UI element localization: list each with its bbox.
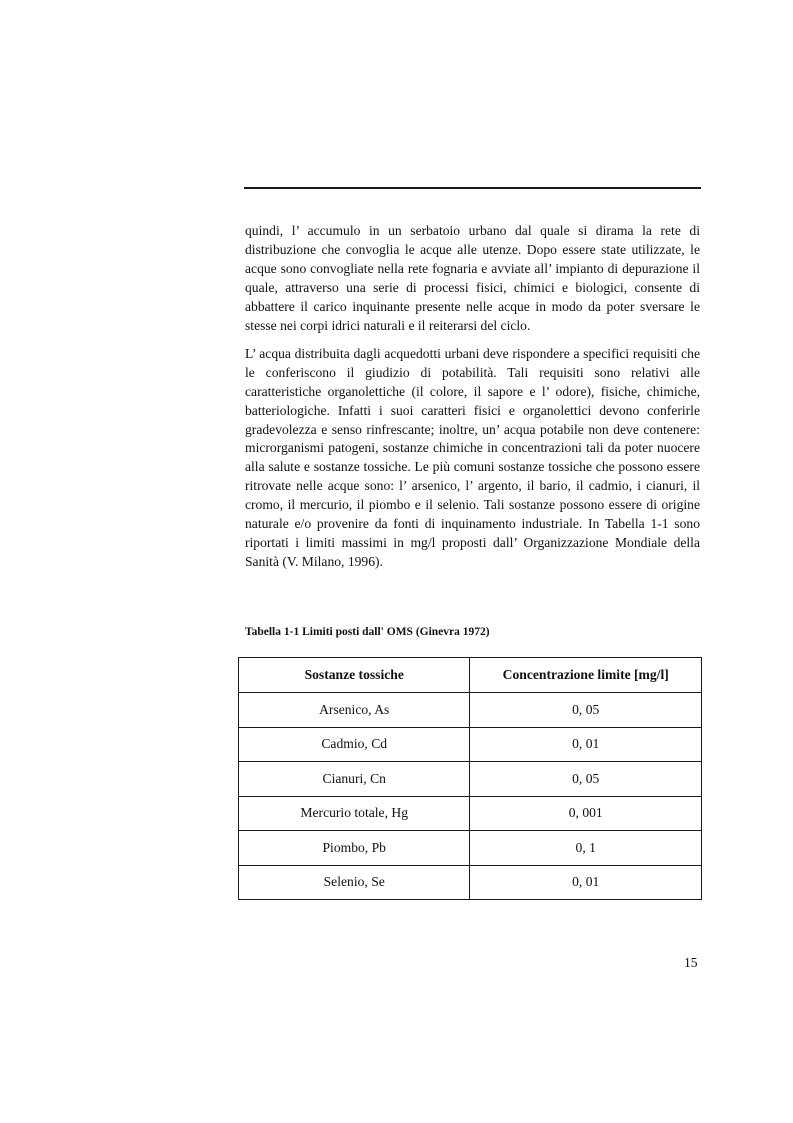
limit-cell: 0, 05 [470,693,702,728]
substance-cell: Mercurio totale, Hg [239,796,470,831]
table-row [239,865,702,900]
substance-cell: Cianuri, Cn [239,762,470,797]
substance-cell: Cadmio, Cd [239,727,470,762]
limit-cell: 0, 05 [470,762,702,797]
limit-cell: 0, 1 [470,831,702,866]
limit-cell: 0, 001 [470,796,702,831]
table-caption: Tabella 1-1 Limiti posti dall' OMS (Ginevra 1972) [245,626,490,638]
page-number: 15 [684,955,698,970]
paragraph-1: quindi, l’ accumulo in un serbatoio urbano dal quale si dirama la rete di distribuzione che convoglia le acque alle utenze. Dopo essere state utilizzate, le acque sono convogliate nella rete fognaria e avviate all’ impianto di depurazione il quale, attraverso una serie di processi fisici, chimici e biologici, consente di abbattere il carico inquinante presente nelle acque in modo da poter sversare le stesse nei corpi idrici naturali e il reiterarsi del ciclo. [245,223,700,333]
limits-table [238,657,702,900]
table-row [239,693,702,728]
header-concentration: Concentrazione limite [mg/l] [470,658,702,693]
limit-cell: 0, 01 [470,727,702,762]
table-row [239,762,702,797]
substance-cell: Piombo, Pb [239,831,470,866]
substance-cell: Selenio, Se [239,865,470,900]
substance-cell: Arsenico, As [239,693,470,728]
table-row [239,831,702,866]
table-row [239,796,702,831]
limit-cell: 0, 01 [470,865,702,900]
header-rule [244,187,701,189]
header-substances: Sostanze tossiche [239,658,470,693]
table-row [239,727,702,762]
table-header-row [239,658,702,693]
body-text [245,222,700,581]
paragraph-2: L’ acqua distribuita dagli acquedotti urbani deve rispondere a specifici requisiti che le conferiscono il giudizio di potabilità. Tali requisiti sono relativi alle caratteristiche organolettiche (il colore, il sapore e l’ odore), fisiche, chimiche, batteriologiche. Infatti i suoi caratteri fisici e organolettici devono conferirle gradevolezza e senso rinfrescante; inoltre, un’ acqua potabile non deve contenere: microrganismi patogeni, sostanze chimiche in concentrazioni tali da poter nuocere alla salute e sostanze tossiche. Le più comuni sostanze tossiche che possono essere ritrovate nelle acque sono: l’ arsenico, l’ argento, il bario, il cadmio, i cianuri, il cromo, il mercurio, il piombo e il selenio. Tali sostanze possono essere di origine naturale e/o provenire da fonti di inquinamento industriale. In Tabella 1-1 sono riportati i limiti massimi in mg/l proposti dall’ Organizzazione Mondiale della Sanità (V. Milano, 1996). [245,345,700,569]
